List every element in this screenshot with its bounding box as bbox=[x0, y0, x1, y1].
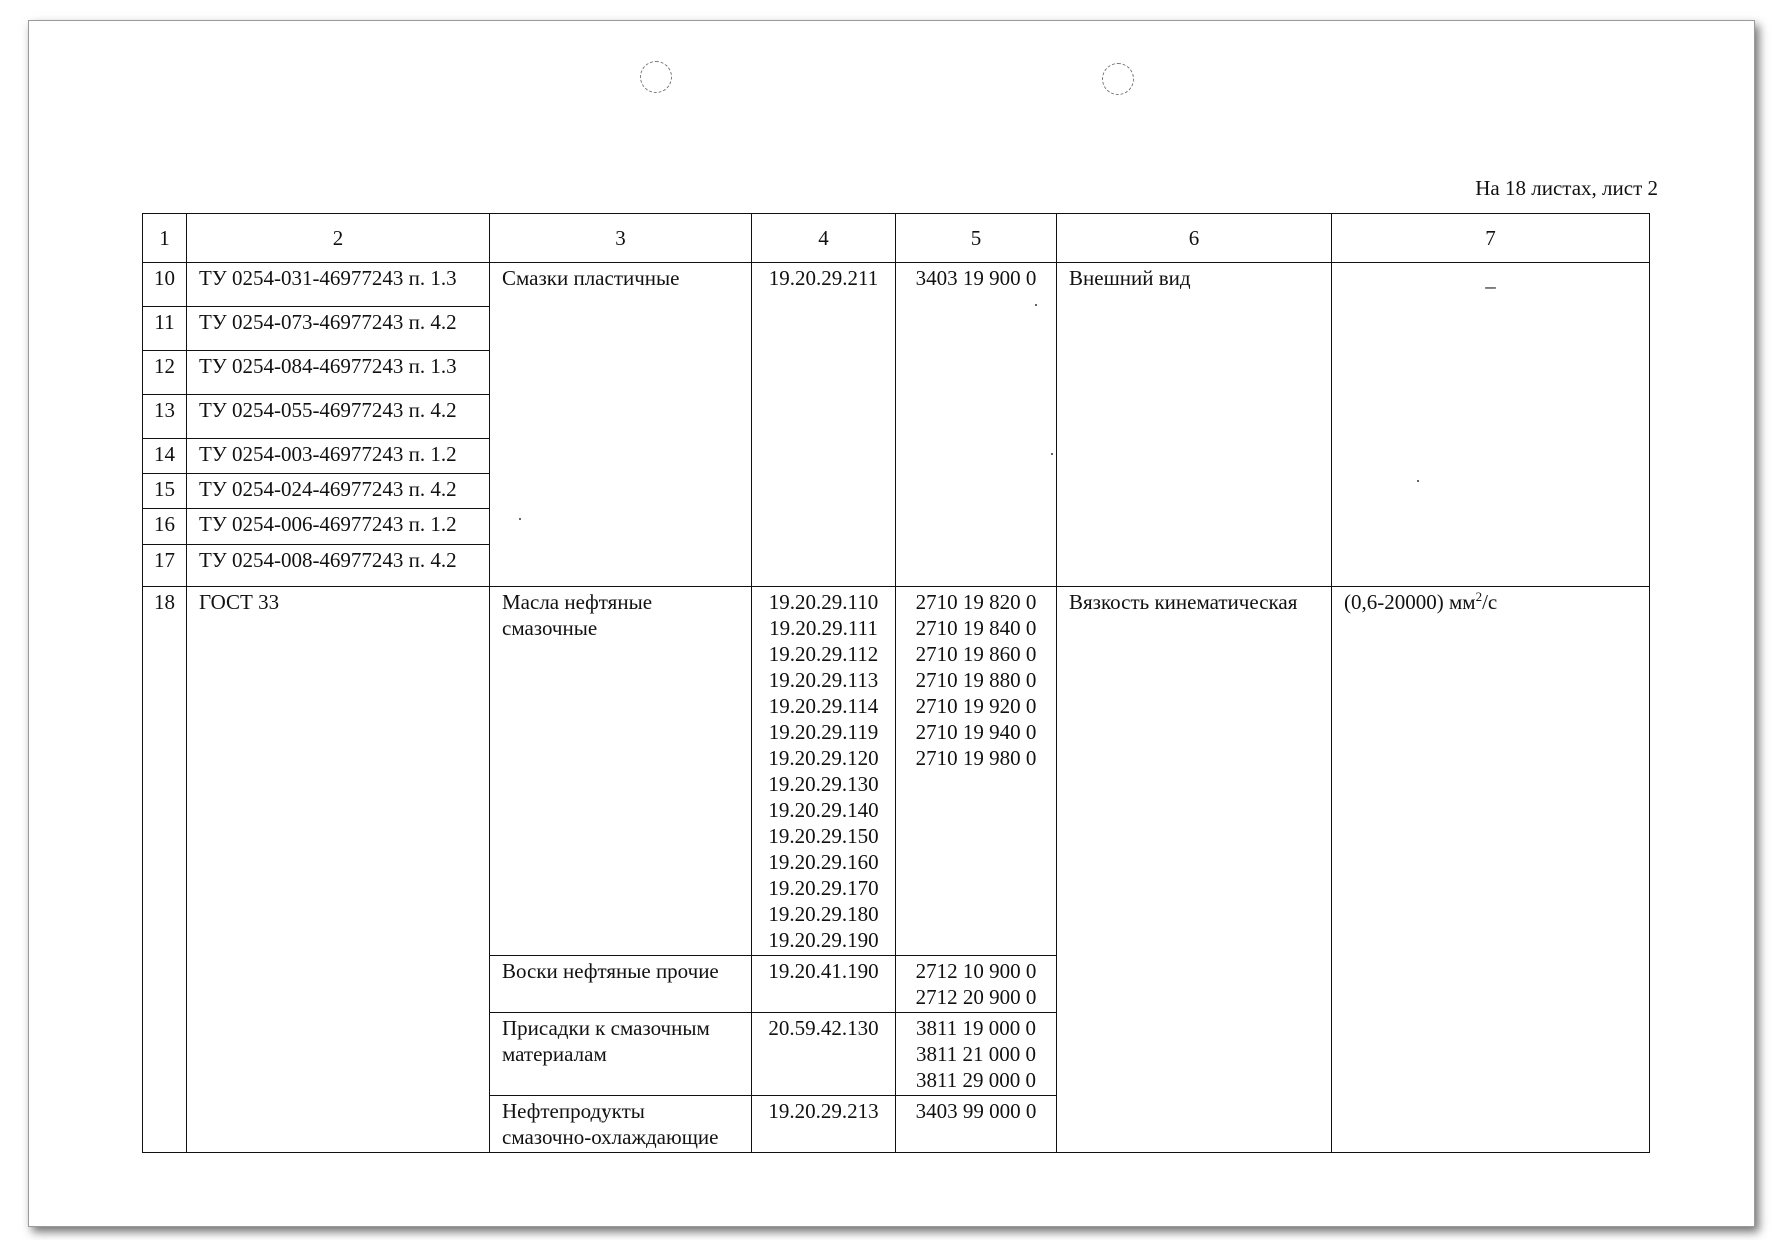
normative-doc: ТУ 0254-031-46977243 п. 1.3 bbox=[187, 263, 490, 307]
property-range: – bbox=[1332, 263, 1650, 587]
normative-doc: ТУ 0254-006-46977243 п. 1.2 bbox=[187, 509, 490, 545]
property-name: Вязкость кинематическая bbox=[1057, 587, 1332, 1153]
property-name: Внешний вид bbox=[1057, 263, 1332, 587]
code-line: 2710 19 840 0 bbox=[915, 616, 1037, 640]
column-header: 5 bbox=[896, 214, 1057, 263]
row-number: 17 bbox=[143, 545, 187, 587]
code-line: 2712 10 900 0 bbox=[915, 959, 1037, 983]
code-line: 3811 19 000 0 bbox=[916, 1016, 1036, 1040]
tnved-code-list bbox=[896, 587, 1057, 956]
column-header: 1 bbox=[143, 214, 187, 263]
code-line: 19.20.29.112 bbox=[768, 642, 879, 666]
code-line: 19.20.41.190 bbox=[768, 959, 879, 983]
code-line: 19.20.29.150 bbox=[768, 824, 879, 848]
table-row bbox=[143, 263, 1650, 307]
code-line: 2710 19 860 0 bbox=[915, 642, 1037, 666]
code-line: 2710 19 820 0 bbox=[915, 590, 1037, 614]
okpd-code-list bbox=[752, 1096, 896, 1153]
punch-hole-right bbox=[1102, 63, 1134, 95]
code-line: 2710 19 940 0 bbox=[915, 720, 1037, 744]
normative-doc: ТУ 0254-008-46977243 п. 4.2 bbox=[187, 545, 490, 587]
code-line: 19.20.29.120 bbox=[768, 746, 879, 770]
header-row bbox=[143, 214, 1650, 263]
tnved-code: 3403 19 900 0 bbox=[896, 263, 1057, 587]
row-number: 10 bbox=[143, 263, 187, 307]
scope-table bbox=[142, 213, 1650, 1153]
code-line: 3811 29 000 0 bbox=[916, 1068, 1036, 1092]
row-number: 11 bbox=[143, 307, 187, 351]
column-header: 4 bbox=[752, 214, 896, 263]
column-header: 6 bbox=[1057, 214, 1332, 263]
code-line: 19.20.29.170 bbox=[768, 876, 879, 900]
row-number: 13 bbox=[143, 395, 187, 439]
normative-doc: ГОСТ 33 bbox=[187, 587, 490, 1153]
product-name: Воски нефтяные прочие bbox=[490, 956, 752, 1013]
normative-doc: ТУ 0254-055-46977243 п. 4.2 bbox=[187, 395, 490, 439]
code-line: 3811 21 000 0 bbox=[916, 1042, 1036, 1066]
sheet-info: На 18 листах, лист 2 bbox=[1475, 176, 1658, 200]
product-name: Смазки пластичные bbox=[490, 263, 752, 587]
product-name: Нефтепродукты смазочно-охлаждающие bbox=[490, 1096, 752, 1153]
row-number: 14 bbox=[143, 439, 187, 474]
row-number: 12 bbox=[143, 351, 187, 395]
row-number: 15 bbox=[143, 474, 187, 509]
code-line: 3403 99 000 0 bbox=[915, 1099, 1037, 1123]
code-line: 19.20.29.114 bbox=[768, 694, 879, 718]
code-line: 19.20.29.140 bbox=[768, 798, 879, 822]
code-line: 19.20.29.213 bbox=[768, 1099, 879, 1123]
product-name: Присадки к смазочным материалам bbox=[490, 1013, 752, 1096]
normative-doc: ТУ 0254-073-46977243 п. 4.2 bbox=[187, 307, 490, 351]
code-line: 20.59.42.130 bbox=[768, 1016, 879, 1040]
product-name: Масла нефтяные смазочные bbox=[490, 587, 752, 956]
code-line: 2712 20 900 0 bbox=[915, 985, 1037, 1009]
property-range: (0,6-20000) $мм^2/с$ bbox=[1332, 587, 1650, 1153]
code-line: 19.20.29.160 bbox=[768, 850, 879, 874]
code-line: 2710 19 880 0 bbox=[915, 668, 1037, 692]
tnved-code-list bbox=[896, 1096, 1057, 1153]
normative-doc: ТУ 0254-003-46977243 п. 1.2 bbox=[187, 439, 490, 474]
row-number: 18 bbox=[143, 587, 187, 1153]
code-line: 19.20.29.113 bbox=[768, 668, 879, 692]
code-line: 19.20.29.111 bbox=[769, 616, 878, 640]
code-line: 19.20.29.119 bbox=[768, 720, 879, 744]
tnved-code-list bbox=[896, 956, 1057, 1013]
punch-hole-left bbox=[640, 61, 672, 93]
column-header: 7 bbox=[1332, 214, 1650, 263]
table-row bbox=[143, 587, 1650, 956]
code-line: 19.20.29.190 bbox=[768, 928, 879, 952]
tnved-code-list bbox=[896, 1013, 1057, 1096]
okpd-code: 19.20.29.211 bbox=[752, 263, 896, 587]
code-line: 2710 19 980 0 bbox=[915, 746, 1037, 770]
okpd-code-list bbox=[752, 956, 896, 1013]
code-line: 19.20.29.180 bbox=[768, 902, 879, 926]
code-line: 19.20.29.130 bbox=[768, 772, 879, 796]
code-line: 2710 19 920 0 bbox=[915, 694, 1037, 718]
column-header: 2 bbox=[187, 214, 490, 263]
normative-doc: ТУ 0254-084-46977243 п. 1.3 bbox=[187, 351, 490, 395]
okpd-code-list bbox=[752, 1013, 896, 1096]
normative-doc: ТУ 0254-024-46977243 п. 4.2 bbox=[187, 474, 490, 509]
okpd-code-list bbox=[752, 587, 896, 956]
code-line: 19.20.29.110 bbox=[768, 590, 879, 614]
column-header: 3 bbox=[490, 214, 752, 263]
row-number: 16 bbox=[143, 509, 187, 545]
